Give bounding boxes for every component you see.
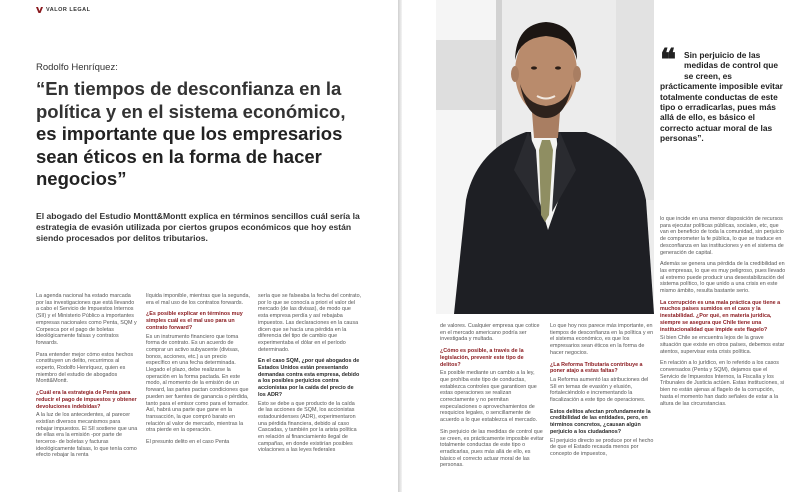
right-page	[402, 0, 800, 492]
pull-quote-text: Sin perjuicio de las medidas de control que se creen, es prácticamente imposible evitar totalmente conductas de este tipo o erradicarlas, pues más allá de ello, es básico el correcto actuar moral de las personas”.	[660, 50, 783, 144]
body-column-2	[146, 293, 250, 451]
author-name: Rodolfo Henríquez:	[36, 62, 118, 73]
body-column-1	[36, 293, 138, 464]
paragraph: Es posible mediante un cambio a la ley, que prohíba este tipo de conductas, establezca controles que garanticen que estas operaciones se realizan correctamente y no permitan especulaciones o aprovechamientos de resquicios legales, o sencillamente de acuerdo a lo que establezca el mercado.	[440, 370, 538, 424]
paragraph: Sin perjuicio de las medidas de control que se creen, es prácticamente imposible evitar totalmente conductas de este tipo o erradicarlas, pues más allá de ello, es básico el correcto actuar moral de las personas.	[440, 428, 544, 469]
quote-mark-icon: ❝	[660, 43, 677, 78]
paragraph: La agenda nacional ha estado marcada por las investigaciones que está llevando a cabo el Servicio de Impuestos Internos (SII) y el Ministerio Público a importantes empresas nacionales como Penta, SQM y Corpesca por el pago de boletas ideológicamente falsas y contratos forwards.	[36, 293, 137, 346]
paragraph: La Reforma aumentó las atribuciones del SII en temas de evasión y elusión, fortaleciéndolo e incrementando la fiscalización a este tipo de operaciones.	[550, 376, 649, 404]
paragraph: sería que se falseaba la fecha del contrato, por lo que se conocía a priori el valor del mercado (de las divisas), de modo que esta empresa perdía y así rebajaba impuestos. Las declaraciones en la causa dicen que se hacía una pérdida en la diferencia del tipo de cambio que experimentaba el dólar en el período determinado.	[258, 293, 362, 353]
section-label: VALOR LEGAL	[46, 7, 91, 13]
portrait-illustration	[436, 0, 654, 314]
portrait-photo	[436, 0, 654, 314]
left-page	[0, 0, 398, 492]
paragraph: Además se genera una pérdida de la credibilidad en las empresas, lo que es muy peligroso, pues llevado al extremo puede producir una desestabilización del sistema político, lo que unido a una crisis en este mismo ámbito, resulta bastante serio.	[660, 261, 786, 295]
headline-bold: es importante que los empresarios sean éticos en la forma de hacer negocios”	[36, 123, 343, 190]
paragraph: Si bien Chile se encuentra lejos de la grave situación que existe en otros países, debemos estar atentos, supervisar esta crisis política.	[660, 335, 785, 355]
article-lede: El abogado del Estudio Montt&Montt explica en términos sencillos cuál sería la estrategia de evasión utilizada por ciertos grupos económicos que hoy están siendo procesados por delitos tributarios.	[36, 211, 360, 244]
paragraph: Lo que hoy nos parece más importante, en tiempos de desconfianza en la política y en el sistema económico, es que los empresarios sean éticos en la forma de hacer negocios.	[550, 323, 654, 356]
section-header	[36, 7, 91, 13]
paragraph: de valores. Cualquier empresa que cotice en el mercado americano podría ser investigada y multada.	[440, 323, 540, 343]
article-headline	[36, 78, 366, 191]
interview-question: ¿Es posible explicar en términos muy simples cuál es el mal uso para un contrato forward?	[146, 311, 243, 331]
paragraph: El presunto delito en el caso Penta	[146, 439, 230, 446]
paragraph: Esto se debe a que producto de la caída de las acciones de SQM, los accionistas estadounidenses (ADR), experimentaron una pérdida financiera, debido al caso Cascadas, y también por la arista política en relación al financiamiento ilegal de campañas, en donde existirían posibles violaciones a las leyes federales	[258, 400, 357, 454]
right-column-1	[440, 323, 544, 474]
paragraph: En relación a lo jurídico, en lo referido a los casos conversados (Penta y SQM), dejamos que el Servicio de Impuestos Internos, la Fiscalía y los Tribunales de Justicia actúen. Estas instituciones, si bien no están ajenas al flagelo de la corrupción, hasta el momento han dado señales de estar a la altura de las circunstancias.	[660, 360, 785, 407]
interview-question: La corrupción es una mala práctica que tiene a muchos países sumidos en el caos y la inestabilidad. ¿Por qué, en materia jurídica, siempre se asegura que Chile tiene una institucionalidad que impide este flagelo?	[660, 299, 781, 333]
paragraph: A la luz de los antecedentes, al parecer existían diversos mecanismos para rebajar impuestos. El SII sostiene que una de ellas era la emisión -por parte de terceros- de boletas y facturas ideológicamente falsas, lo que tenía como efecto rebajar la renta	[36, 412, 138, 459]
paragraph: Para entender mejor cómo estos hechos constituyen un delito, recurrimos al experto, Rodolfo Henríquez, quien es miembro del estudio de abogados Montt&Montt.	[36, 351, 134, 385]
body-column-3	[258, 293, 362, 459]
paragraph: El perjuicio directo se produce por el hecho de que el Estado recauda menos por concepto de impuestos,	[550, 437, 654, 457]
pull-quote	[660, 43, 786, 144]
paragraph: líquida imponible, mientras que la segunda, era el mal uso de los contratos forwards.	[146, 293, 250, 306]
brand-logo-icon	[36, 7, 43, 13]
right-column-3	[660, 216, 786, 412]
right-column-2	[550, 323, 654, 463]
headline-regular: “En tiempos de desconfianza en la política y en el sistema económico,	[36, 78, 346, 122]
paragraph: lo que incide en una menor disposición de recursos para ejecutar políticas públicas, sociales, etc, que van en beneficio de toda la comunidad, sin perjuicio de comprometer la fe pública, lo que se traduce en desconfianza en las instituciones y en el sistema de generación de capital.	[660, 216, 784, 256]
interview-question: Estos delitos afectan profundamente la credibilidad de las entidades, pero, en términos concretos, ¿causan algún perjuicio a los ciudadanos?	[550, 408, 651, 435]
interview-question: En el caso SQM, ¿por qué abogados de Estados Unidos están presentando demandas contra esta empresa, debido a los posibles perjuicios contra accionistas por la caída del precio de los ADR?	[258, 358, 360, 398]
interview-question: ¿Cómo es posible, a través de la legislación, prevenir este tipo de delitos?	[440, 348, 524, 368]
interview-question: ¿La Reforma Tributaria contribuye a poner atajo a estas faltas?	[550, 361, 643, 375]
interview-question: ¿Cuál era la estrategia de Penta para reducir el pago de impuestos y obtener devoluciones indebidas?	[36, 390, 137, 410]
paragraph: Es un instrumento financiero que toma forma de contrato. Es un acuerdo de comprar un activo subyacente (divisas, bonos, acciones, etc.) a un precio específico en una fecha determinada. Llegado el plazo, debe realizarse la operación en la forma pactada. En este modo, al momento de la emisión de un forward, las partes pactan condiciones que pueden ser fuentes de ganancia o pérdida, tanto para el emisor como para el tomador. Así, habrá una parte que gane en la transacción, la que compró barato en relación al valor de mercado, mientras la otra pierde en la operación.	[146, 333, 249, 434]
